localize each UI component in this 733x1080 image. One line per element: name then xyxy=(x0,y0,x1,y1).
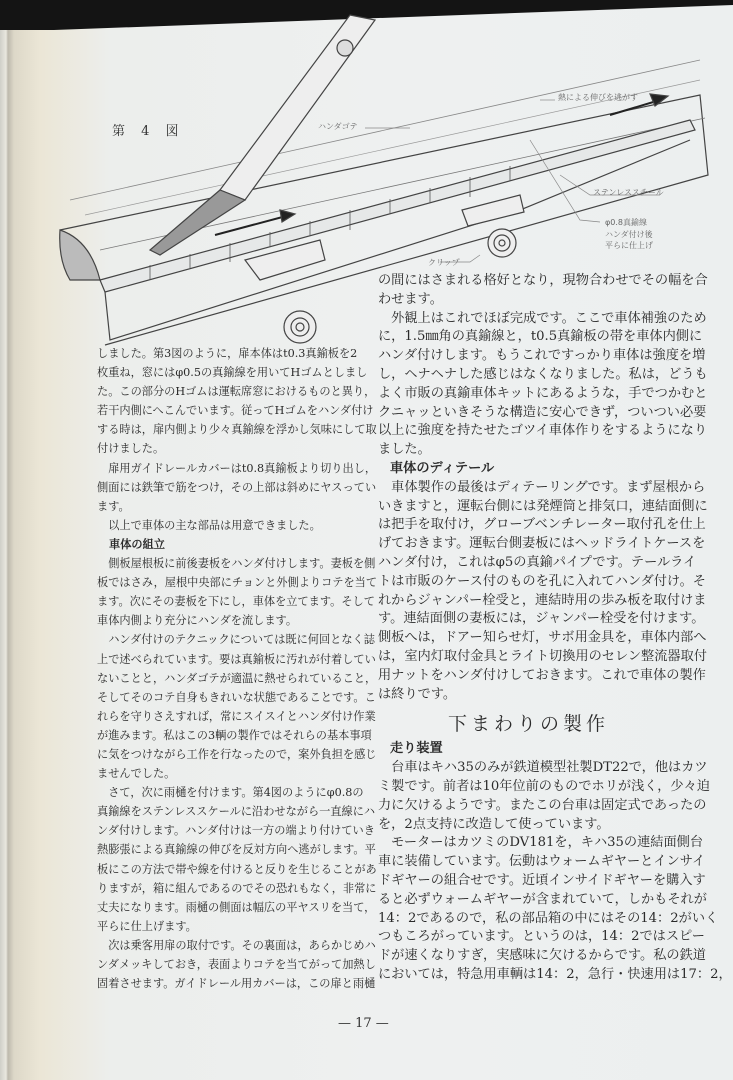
text-line: が進みます。私はこの3輌の製作ではそれらの基本事項 xyxy=(97,728,372,742)
text-line: ないことと，ハンダゴテが適温に熱せられていること， xyxy=(97,671,377,685)
text-line: ます。 xyxy=(97,499,130,513)
label-soldering-iron: ハンダゴテ xyxy=(318,122,358,131)
text-line: さて，次に雨樋を付けます。第4図のようにφ0.8の xyxy=(97,786,364,800)
text-line: 熱膨張による真鍮線の伸びを反対方向へ逃がします。平 xyxy=(97,843,376,857)
text-line: 車に装備しています。伝動はウォームギヤーとインサイ xyxy=(378,854,706,870)
text-line: ます。次にその妻板を下にし，車体を立てます。そして xyxy=(97,595,375,609)
text-line: に，1.5㎜角の真鍮線と，t0.5真鍮板の帯を車体内側に xyxy=(378,329,703,345)
text-line: に気をつけながら工作を行なったので，案外負担を感じ xyxy=(97,747,377,761)
text-line: の間にはさまれる格好となり，現物合わせでその幅を合 xyxy=(378,273,708,288)
text-line: 側板へは，ドアー知らせ灯，サボ用金具を，車体内部へ xyxy=(378,630,707,646)
text-line: する時は，扉内側より少々真鍮線を浮かし気味にして取 xyxy=(97,423,377,437)
text-line: 上で述べられています。要は真鍮板に汚れが付着してい xyxy=(97,652,376,666)
text-line: においては，特急用車輌は14：2，急行・快速用は17：2， xyxy=(378,966,732,982)
right-text-column xyxy=(378,272,732,985)
text-line: トは市販のケース付のものを孔に入れてハンダ付け。そ xyxy=(378,573,706,589)
text-line: そしてそのコテ自身もきれいな状態であることです。こ xyxy=(97,690,376,704)
text-line: 車体内側より充分にハンダを流します。 xyxy=(97,614,298,628)
text-line: 枚重ね，窓にはφ0.5の真鍮線を用いてHゴムとしまし xyxy=(97,366,368,380)
section-heading: 下まわりの製作 xyxy=(448,713,610,736)
label-flatten: 平らに仕上げ xyxy=(605,241,653,250)
text-line: 固着させます。ガイドレール用カバーは，この扉と雨樋 xyxy=(97,977,376,991)
text-line: ンダメッキしておき，表面よりコテを当てがって加熱し xyxy=(97,958,376,971)
left-text-column xyxy=(97,344,377,993)
subheading-running-gear: 走り装置 xyxy=(390,741,443,757)
text-line: ました。 xyxy=(378,442,431,458)
text-line: 板にこの方法で帯や線を付けると反りを生じることがあ xyxy=(97,862,377,876)
text-line: モーターはカツミのDV181を，キハ35の連結面側台 xyxy=(378,835,704,851)
text-line: 丈夫になります。雨樋の側面は幅広の平ヤスリを当て， xyxy=(97,900,376,914)
text-line: しました。第3図のように，扉本体はt0.3真鍮板を2 xyxy=(97,347,358,360)
subheading-body-detail: 車体のディテール xyxy=(390,460,495,476)
subheading-body-assembly: 車体の組立 xyxy=(109,537,165,551)
text-line: 車体製作の最後はディテーリングです。まず屋根から xyxy=(378,479,706,495)
text-line: ンダ付けします。ハンダ付けは一方の端より付けていき xyxy=(97,824,375,838)
page-number: — 17 — xyxy=(338,1016,389,1031)
text-line: 若干内側にへこんでいます。従ってHゴムをハンダ付け xyxy=(97,404,374,418)
text-line: 14：2であるので，私の部品箱の中にはその14：2がいく xyxy=(378,910,719,926)
text-line: 板ではさみ，屋根中央部にチョンと外側よりコテを当て xyxy=(97,576,378,590)
text-line: よく市販の真鍮車体キットにあるような，手でつかむと xyxy=(378,385,708,401)
label-heat-expansion: 熱による伸びを逃がす xyxy=(558,93,638,102)
figure-title: 第 4 図 xyxy=(112,124,185,139)
text-line: を，2点支持に改造して使っています。 xyxy=(378,816,610,832)
text-line: ドギヤーの組合せです。近頃インサイドギヤーを購入す xyxy=(378,872,706,888)
text-line: 付けました。 xyxy=(97,442,165,456)
text-line: 以上に強度を持たせたゴツイ車体作りをするようになり xyxy=(378,423,708,439)
text-line: す。連結面側の妻板には，ジャンパー栓受を付けます。 xyxy=(378,611,705,627)
text-line: りますが，箱に組んであるのでその恐れもなく，非常に xyxy=(97,881,377,895)
text-line: た。この部分のHゴムは運転席窓におけるものと異り， xyxy=(97,385,376,399)
text-line: 平らに仕上げます。 xyxy=(97,919,197,933)
text-line: し，ヘナヘナした感じはなくなりました。私は，どうも xyxy=(378,366,708,382)
label-stainless-steel: ステンレススチール xyxy=(593,188,664,197)
text-line: れからジャンパー栓受と，連結時用の歩み板を取付けま xyxy=(378,592,707,608)
text-line: 力に欠けるようです。またこの台車は固定式であったの xyxy=(378,797,707,813)
text-line: 真鍮線をステンレススケールに沿わせながら一直線にハ xyxy=(97,805,376,819)
text-line: 側面には鉄筆で筋をつけ，その上部は斜めにヤスってい xyxy=(97,480,377,494)
text-line: ませんでした。 xyxy=(97,767,176,781)
text-line: ドが速くなりすぎ，実感味に欠けるからです。私の鉄道 xyxy=(378,948,706,964)
label-after-solder: ハンダ付け後 xyxy=(605,230,653,239)
text-line: れらを守りさえすれば，常にスイスイとハンダ付け作業 xyxy=(97,709,376,723)
text-line: は，室内灯取付金具とライト切換用のセレン整流器取付 xyxy=(378,648,707,664)
text-line: ると必ずウォームギヤーが含まれていて，しかもそれが xyxy=(378,891,707,907)
text-line: 台車はキハ35のみが鉄道模型社製DT22で，他はカツ xyxy=(378,760,708,776)
text-line: げておきます。運転台側妻板にはヘッドライトケースを xyxy=(378,536,706,552)
text-line: 以上で車体の主な部品は用意できました。 xyxy=(97,518,321,532)
text-line: 扉用ガイドレールカバーはt0.8真鍮板より切り出し， xyxy=(97,461,377,475)
text-line: いきますと，運転台側には発煙筒と排気口，連結面側に xyxy=(378,498,708,514)
text-line: わせます。 xyxy=(378,291,443,307)
text-line: 外観上はこれでほぼ完成です。ここで車体補強のため xyxy=(378,310,707,326)
text-line: 次は乗客用扉の取付です。その裏面は，あらかじめハ xyxy=(97,938,376,952)
text-line: 用ナットをハンダ付けしておきます。これで車体の製作 xyxy=(378,667,706,683)
text-line: つもころがっています。というのは，14：2ではスピー xyxy=(378,929,705,945)
text-line: ハンダ付け，これはφ5の真鍮パイプです。テールライ xyxy=(378,554,697,570)
text-line: クニャッといきそうな構造に安心できず，ついつい必要 xyxy=(378,404,707,420)
text-line: 側板屋根板に前後妻板をハンダ付けします。妻板を側 xyxy=(97,557,376,571)
text-line: は把手を取付け，グローブベンチレーター取付孔を仕上 xyxy=(378,517,706,533)
text-line: は終りです。 xyxy=(378,686,457,702)
text-line: ミ製です。前者は10年位前のものでホリが浅く，少々迫 xyxy=(378,778,710,794)
label-brass-wire: φ0.8真鍮線 xyxy=(605,218,647,227)
text-line: ハンダ付けします。もうこれですっかり車体は強度を増 xyxy=(378,348,706,364)
label-clip: クリップ xyxy=(428,258,460,267)
text-line: ハンダ付けのテクニックについては既に何回となく誌 xyxy=(97,633,375,647)
